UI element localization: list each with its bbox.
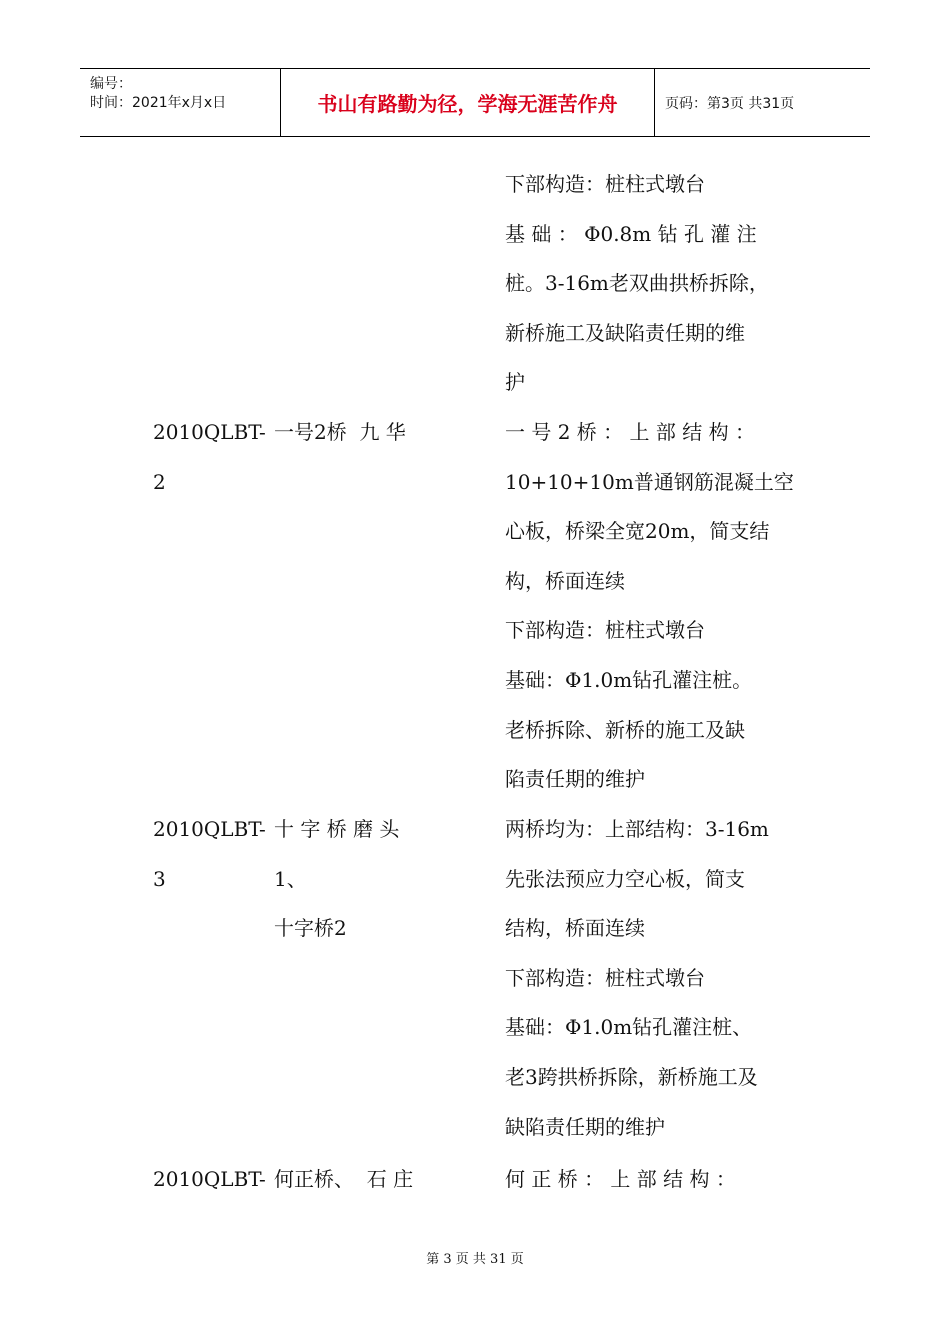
code-line: 3 xyxy=(153,866,166,891)
desc-line: 10+10+10m普通钢筋混凝土空 xyxy=(505,469,794,494)
desc-line: 下部构造：桩柱式墩台 xyxy=(505,965,705,990)
desc-line: 护 xyxy=(505,370,525,395)
row-description xyxy=(505,1155,795,1205)
code-line: 2010QLBT- xyxy=(153,1167,266,1191)
desc-line: 基 础 ： Φ0.8m 钻 孔 灌 注 xyxy=(505,221,757,246)
header-page-info: 页码：第3页 共31页 xyxy=(665,95,795,112)
desc-line: 一 号 2 桥 ： 上 部 结 构 ： xyxy=(505,420,755,444)
code-line: 2 xyxy=(153,469,166,494)
name-line: 一号2桥 九 华 xyxy=(274,420,406,444)
row-description xyxy=(505,805,795,1152)
header-motto: 书山有路勤为径，学海无涯苦作舟 xyxy=(281,69,655,136)
desc-line: 心板，桥梁全宽20m，简支结 xyxy=(505,519,770,544)
desc-line: 基础：Φ1.0m钻孔灌注桩、 xyxy=(505,1015,753,1040)
desc-line: 新桥施工及缺陷责任期的维 xyxy=(505,320,745,345)
name-line: 何正桥、 石 庄 xyxy=(274,1167,414,1191)
row-name xyxy=(274,805,449,954)
row-description xyxy=(505,408,795,805)
row-name xyxy=(274,408,449,458)
code-line: 2010QLBT- xyxy=(153,420,266,444)
name-line: 1、 xyxy=(274,866,307,891)
name-line: 十字桥2 xyxy=(274,916,347,941)
desc-line: 桩。3-16m老双曲拱桥拆除， xyxy=(505,271,769,296)
desc-line: 下部构造：桩柱式墩台 xyxy=(505,618,705,643)
desc-line: 基础：Φ1.0m钻孔灌注桩。 xyxy=(505,667,753,692)
row-code xyxy=(153,408,266,507)
row-name xyxy=(274,1155,449,1205)
desc-line: 老3跨拱桥拆除，新桥施工及 xyxy=(505,1064,758,1089)
page-footer: 第 3 页 共 31 页 xyxy=(426,1252,524,1267)
desc-line: 何 正 桥 ： 上 部 结 构 ： xyxy=(505,1167,736,1191)
row-code xyxy=(153,805,266,904)
desc-line: 两桥均为：上部结构：3-16m xyxy=(505,817,769,841)
code-line: 2010QLBT- xyxy=(153,817,266,841)
row-code xyxy=(153,1155,266,1205)
desc-line: 缺陷责任期的维护 xyxy=(505,1114,665,1139)
desc-line: 老桥拆除、新桥的施工及缺 xyxy=(505,717,745,742)
desc-line: 下部构造：桩柱式墩台 xyxy=(505,172,705,196)
document-header xyxy=(80,68,870,137)
row-description xyxy=(505,160,795,408)
desc-line: 先张法预应力空心板，简支 xyxy=(505,866,745,891)
number-label: 编号： xyxy=(90,76,132,92)
header-meta xyxy=(80,69,281,136)
name-line: 十 字 桥 磨 头 xyxy=(274,817,400,841)
desc-line: 构，桥面连续 xyxy=(505,568,625,593)
desc-line: 结构，桥面连续 xyxy=(505,916,645,941)
time-label: 时间：2021年x月x日 xyxy=(90,95,227,111)
desc-line: 陷责任期的维护 xyxy=(505,767,645,792)
